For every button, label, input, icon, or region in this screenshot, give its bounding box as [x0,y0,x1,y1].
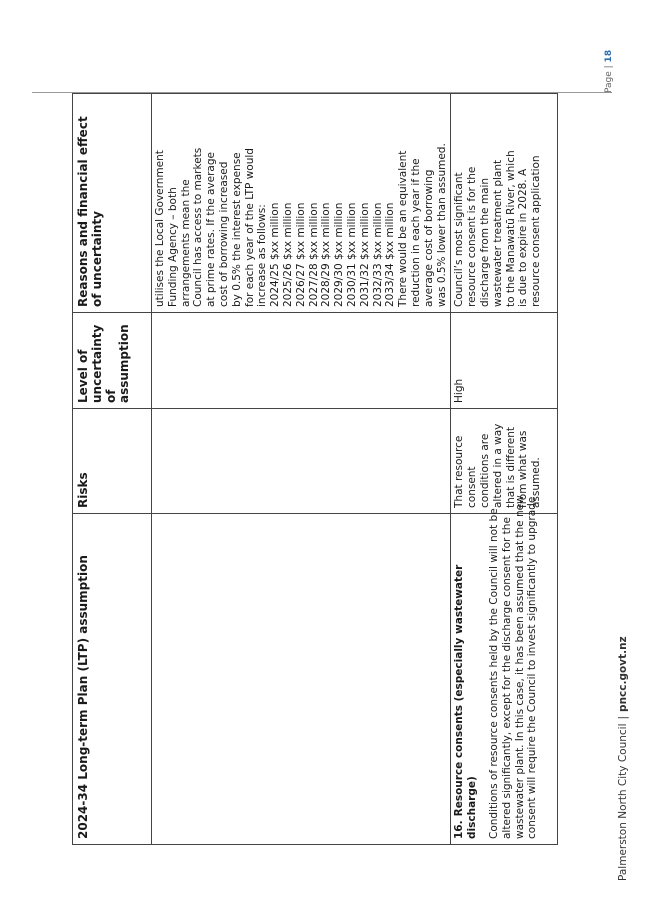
row16-level-value: High [453,378,466,403]
row16-risks-line: assumed. [530,457,543,508]
row16-reasons-line: resource consent application [530,155,543,307]
table-row-continuation [152,94,451,845]
header-assumption: 2024-34 Long-term Plan (LTP) assumption [73,514,152,845]
page-footer [617,121,629,881]
footer-separator: | [617,715,629,720]
reasons-line: for each year of the LTP would [243,148,256,307]
row16-risks-line: consent [466,466,479,508]
continuation-risks-cell [152,409,451,514]
reasons-line: at prime rates. If the average [205,152,218,307]
continuation-reasons-cell [152,94,451,313]
reasons-line: Council has access to markets [192,147,205,307]
header-level: Level of uncertainty of assumption [73,313,152,409]
table-row-16-resource-consents [451,94,558,845]
row16-reasons-cell [451,94,558,313]
row16-title-text: Resource consents (especially wastewater discharge) [453,564,479,839]
row16-assumption-cell [451,495,558,845]
row16-reasons-line: Council’s most significant [453,172,466,307]
interest-line-2031-32: 2031/32 $xx million [358,202,371,307]
row16-reasons-line: wastewater treatment plant [491,159,504,307]
interest-line-2028-29: 2028/29 $xx million [320,202,333,307]
reasons-line: utilises the Local Government [154,150,166,307]
row16-reasons-line: resource consent is for the [466,166,479,307]
reasons-line: arrangements mean the [179,179,192,307]
interest-line-2032-33: 2032/33 $xx million [371,202,384,307]
row16-risks-cell [451,409,558,514]
interest-line-2029-30: 2029/30 $xx million [333,202,346,307]
row16-body-line: altered significantly, except for the discharge consent for the [500,517,513,839]
reasons-line: increase as follows: [256,204,269,307]
continuation-assumption-cell [152,514,451,845]
page-label: Page | [604,65,614,93]
page-number [604,50,614,93]
reasons-line: reduction in each year if the [409,158,422,307]
interest-line-2027-28: 2027/28 $xx million [307,202,320,307]
row16-risks-line: altered in a way [491,423,504,508]
footer-website: pncc.govt.nz [617,636,629,712]
row16-body-line: wastewater plant. In this case, it has been assumed that the new [513,495,526,839]
interest-line-2030-31: 2030/31 $xx million [345,202,358,307]
reasons-line: average cost of borrowing [422,169,435,307]
reasons-line: was 0.5% lower than assumed. [435,143,448,307]
row16-body-line: Conditions of resource consents held by the Council will not be [487,508,500,839]
row16-risks-line: conditions are [478,433,491,508]
row16-level-cell [451,313,558,409]
page-number-value: 18 [604,49,614,63]
header-risks: Risks [73,409,152,514]
row16-reasons-line: is due to expire in 2028. A [517,168,530,307]
interest-line-2025-26: 2025/26 $xx million [281,202,294,307]
row16-title [453,519,479,839]
row16-risks-line: That resource [453,435,466,508]
footer-council-name: Palmerston North City Council [617,723,629,881]
interest-line-2033-34: 2033/34 $xx million [384,202,397,307]
ltp-assumptions-table [72,93,558,845]
reasons-line: cost of borrowing increased [217,161,230,307]
row16-risks-line: from what was [517,430,530,508]
table-header-row [73,94,152,845]
continuation-level-cell [152,313,451,409]
reasons-line: There would be an equivalent [397,150,410,307]
header-reasons: Reasons and financial effect of uncertainty [73,94,152,313]
row16-body-line: consent will require the Council to invest significantly to upgrade [526,496,539,839]
interest-line-2026-27: 2026/27 $xx million [294,202,307,307]
row16-number: 16. [453,820,466,839]
reasons-line: Funding Agency – both [166,187,179,307]
interest-line-2024-25: 2024/25 $xx million [269,202,282,307]
reasons-line: by 0.5% the interest expense [230,152,243,307]
row16-reasons-line: discharge from the main [478,177,491,307]
row16-risks-line: that is different [504,427,517,508]
row16-reasons-line: to the Manawatū River, which [504,150,517,307]
